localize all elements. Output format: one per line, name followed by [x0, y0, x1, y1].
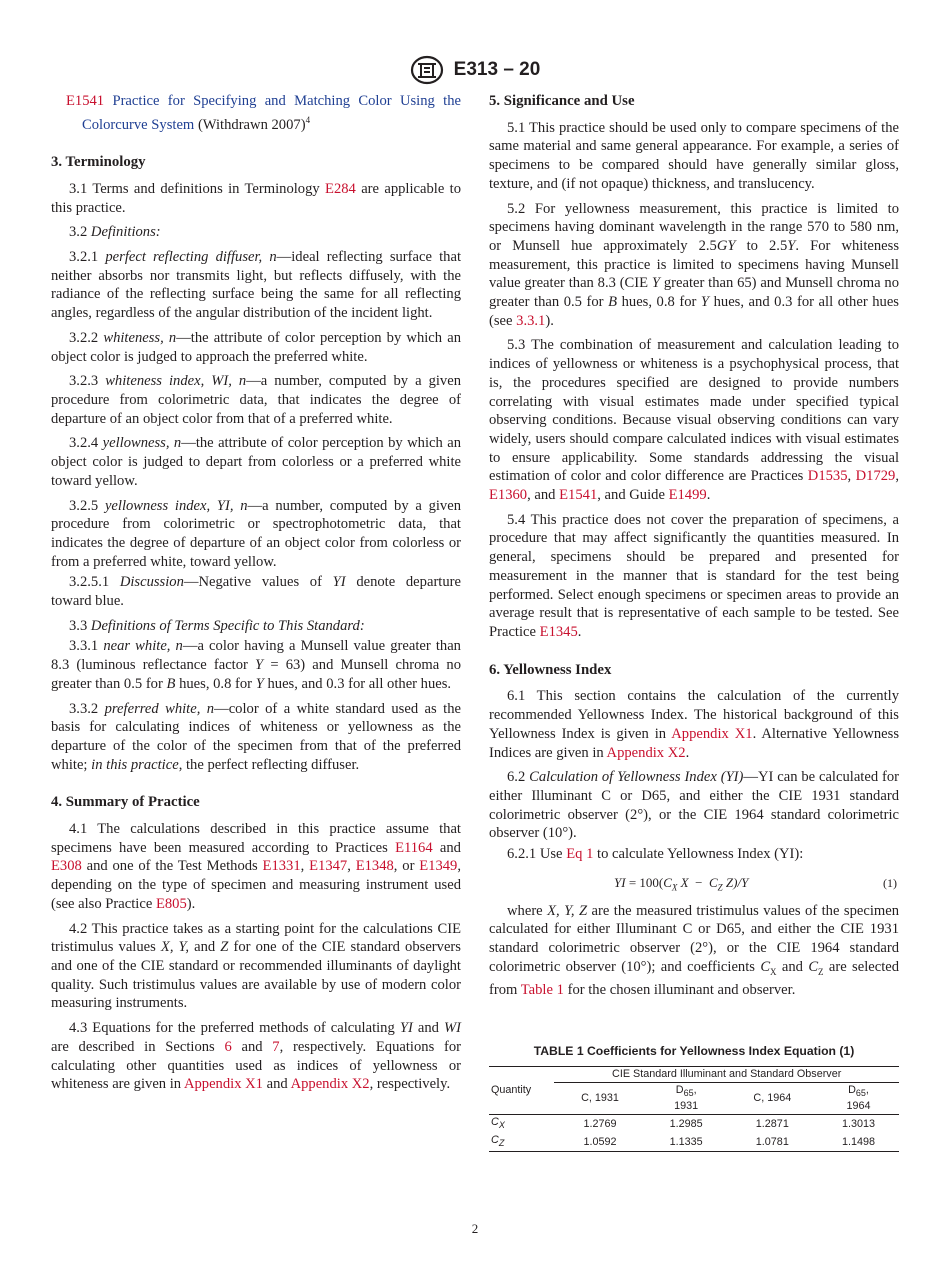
astm-logo-icon — [410, 55, 444, 85]
link-e1541[interactable]: E1541 — [66, 93, 105, 109]
para-3-2-2: 3.2.2 whiteness, n—the attribute of color perception by which an object color is judged to approach the preferred white. — [51, 329, 461, 365]
equation-number: (1) — [883, 875, 897, 890]
para-4-3: 4.3 Equations for the preferred methods of calculating YI and WI are described in Sections 6 and 7, respectively. Equations for calculating other quantities used as indices of yellowness or whiteness are given in Appendix X1 and Appendix X2, respectively. — [51, 1020, 462, 1093]
para-3-3-2: 3.3.2 preferred white, n—color of a white standard used as the basis for calculating indices of whiteness or yellowness as the departure of the color of the specimen from that of the preferred white; in this practice, the perfect reflecting diffuser. — [51, 700, 461, 773]
section-5-heading: 5. Significance and Use — [489, 93, 635, 109]
table-row: $C_X$ 1.2769 1.2985 1.2871 1.3013 — [491, 1116, 876, 1131]
reference-entry-e1541: E1541 Practice for Specifying and Matching Color Using the Colorcurve System (Withdrawn 2007)$^4$ — [66, 93, 461, 133]
link-e805[interactable]: E805 — [155, 895, 187, 912]
para-3-2-1: 3.2.1 perfect reflecting diffuser, n—ideal reflecting surface that neither absorbs nor transmits light, but reflects diffusely, with the radiance of the reflecting surface being the same for all reflecting angles, regardless of the angular distribution of the incident light. — [51, 249, 462, 322]
group-header: CIE Standard Illuminant and Standard Observer — [554, 1066, 899, 1082]
link-e1331[interactable]: E1331 — [262, 858, 301, 875]
link-e1345[interactable]: E1345 — [539, 623, 578, 640]
link-d1535[interactable]: D1535 — [807, 468, 848, 485]
equation-body: YI = $100(C_X$ $X - C_Z$ Z)/Y — [614, 874, 749, 893]
col-header: $D_{65}$, 1931 — [674, 1083, 699, 1112]
link-e1499[interactable]: E1499 — [668, 487, 707, 504]
table-row: $C_Z$ 1.0592 1.1335 1.0781 1.1498 — [489, 1133, 899, 1152]
link-table-1[interactable]: Table 1 — [520, 982, 564, 999]
link-section-6[interactable]: 6 — [224, 1038, 232, 1055]
document-id: E313 – 20 — [453, 59, 541, 80]
link-3-3-1[interactable]: 3.3.1 — [516, 312, 546, 329]
para-3-2-4: 3.2.4 yellowness, n—the attribute of color perception by which an object color is judged to depart from colorless or a preferred white toward yellow. — [51, 435, 462, 489]
quantity-header: Quantity — [491, 1083, 532, 1096]
link-e1541-b[interactable]: E1541 — [559, 487, 598, 504]
table-caption: TABLE 1 Coefficients for Yellowness Index Equation (1) — [533, 1044, 855, 1059]
para-4-2: 4.2 This practice takes as a starting point for the calculations CIE tristimulus values X, Y, and Z for one of the CIE standard observers and one of the CIE standard or recommended illuminants of daylight quality. Such tristimulus values are available by use of modern color measuring instruments. — [51, 920, 461, 1012]
para-6-2-1: 6.2.1 Use Eq 1 to calculate Yellowness Index (YI): — [507, 846, 804, 863]
link-e1349[interactable]: E1349 — [419, 858, 458, 875]
link-appendix-x2-b[interactable]: Appendix X2 — [606, 744, 686, 761]
para-5-2: 5.2 For yellowness measurement, this practice is limited to specimens having dominant wavelength in the range 570 to 580 nm, or Munsell hue approximately 2.5GY to 2.5Y. For whiteness measurement, this practice is limited to specimens having Munsell value greater than 8.3 (CIE Y greater than 65) and Munsell chroma no greater than 0.5 for B hues, 0.8 for Y hues, and 0.3 for all other hues (see 3.3.1). — [489, 200, 900, 329]
link-e1347[interactable]: E1347 — [309, 858, 348, 875]
para-6-2: 6.2 Calculation of Yellowness Index (YI)—YI can be calculated for either Illuminant C or D65, and either the CIE 1931 standard colorimetric observer (2°), or the CIE 1964 standard colorimetric observer (10°). — [489, 769, 899, 842]
page-number: 2 — [471, 1221, 479, 1236]
para-4-1: 4.1 The calculations described in this practice assume that specimens have been measured according to Practices E1164 and E308 and one of the Test Methods E1331, E1347, E1348, or E1349, depending on the type of specimen and measuring instrument used (see also Practice E805). — [51, 821, 462, 912]
col-header: C, 1931 — [581, 1091, 619, 1104]
link-e1541-title[interactable]: Practice for Specifying and Matching Color Using the Colorcurve System — [82, 93, 461, 133]
link-e284[interactable]: E284 — [325, 180, 356, 197]
link-section-7[interactable]: 7 — [272, 1038, 280, 1055]
link-e1164[interactable]: E1164 — [395, 839, 433, 856]
right-column — [489, 92, 899, 1152]
link-appendix-x1-b[interactable]: Appendix X1 — [671, 725, 753, 742]
para-3-3-1: 3.3.1 near white, n—a color having a Munsell value greater than 8.3 (luminous reflectance factor Y = 63) and Munsell chroma no greater than 0.5 for B hues, 0.8 for Y hues, and 0.3 for all other hues. — [51, 638, 461, 692]
link-e308[interactable]: E308 — [51, 858, 82, 875]
left-column — [51, 92, 461, 1100]
coefficients-table — [489, 1066, 899, 1152]
para-3-3: 3.3 Definitions of Terms Specific to This Standard: — [69, 617, 365, 634]
link-appendix-x2[interactable]: Appendix X2 — [290, 1076, 370, 1093]
para-3-1: 3.1 Terms and definitions in Terminology E284 are applicable to this practice. — [51, 180, 461, 216]
equation-1 — [489, 870, 899, 898]
para-3-2-5: 3.2.5 yellowness index, YI, n—a number, computed by a given procedure from colorimetric or spectrophotometric data, that indicates the degree of departure of an object color from colorless or from a preferred white, toward yellow. — [51, 497, 462, 570]
link-e1360[interactable]: E1360 — [489, 487, 528, 504]
link-appendix-x1[interactable]: Appendix X1 — [183, 1076, 263, 1093]
link-e1348[interactable]: E1348 — [355, 858, 394, 875]
table-1 — [489, 1042, 899, 1152]
section-3-heading: 3. Terminology — [51, 154, 146, 171]
link-eq-1[interactable]: Eq 1 — [566, 846, 594, 863]
para-6-1: 6.1 This section contains the calculation of the currently recommended Yellowness Index. The historical background of this Yellowness Index is given in Appendix X1. Alternative Yellowness Indices are given in Appendix X2. — [489, 688, 900, 761]
section-6-heading: 6. Yellowness Index — [489, 661, 612, 678]
col-header: C, 1964 — [753, 1091, 792, 1104]
link-d1729[interactable]: D1729 — [855, 468, 896, 485]
para-5-3: 5.3 The combination of measurement and calculation leading to indices of yellowness or whiteness is a psychophysical process, that is, the procedures specified are designed to provide numbers correlating with visual estimates made under specified typical observing conditions. Because visual observing conditions can vary widely, users should compare calculated indices with visual estimates to ensure applicability. Some standards addressing the visual estimation of color and color difference are Practices D1535, D1729, E1360, and E1541, and Guide E1499. — [489, 337, 899, 504]
para-3-2: 3.2 Definitions: — [69, 224, 161, 241]
para-3-2-3: 3.2.3 whiteness index, WI, n—a number, computed by a given procedure from colorimetric data, that indicates the degree of departure of an object color from that of a preferred white. — [51, 373, 461, 427]
para-5-1: 5.1 This practice should be used only to compare specimens of the same material and same general appearance. For example, a series of specimens to be compared should have generally similar gloss, texture, and (if not opaque) thickness, and translucency. — [489, 119, 899, 192]
page-header — [0, 55, 950, 85]
para-where: where X, Y, Z are the measured tristimulus values of the specimen calculated for either Illuminant C or D65, and either the CIE 1931 standard colorimetric observer (2°), or the CIE 1964 standard colorimetric observer (10°); and coefficients $C_X$ and $C_Z$ are selected from Table 1 for the chosen illuminant and observer. — [489, 902, 900, 999]
col-header: $D_{65}$, 1964 — [846, 1083, 871, 1112]
section-4-heading: 4. Summary of Practice — [51, 794, 200, 811]
para-5-4: 5.4 This practice does not cover the preparation of specimens, a procedure that may affect significantly the quantities measured. In general, specimens should be prepared and presented for measurement in the manner that is standard for the test being performed. Select enough specimens or specimen areas to provide an average result that is representative of each sample to be tested. See Practice E1345. — [489, 511, 899, 640]
para-3-2-5-1: 3.2.5.1 Discussion—Negative values of YI denote departure toward blue. — [51, 574, 461, 610]
